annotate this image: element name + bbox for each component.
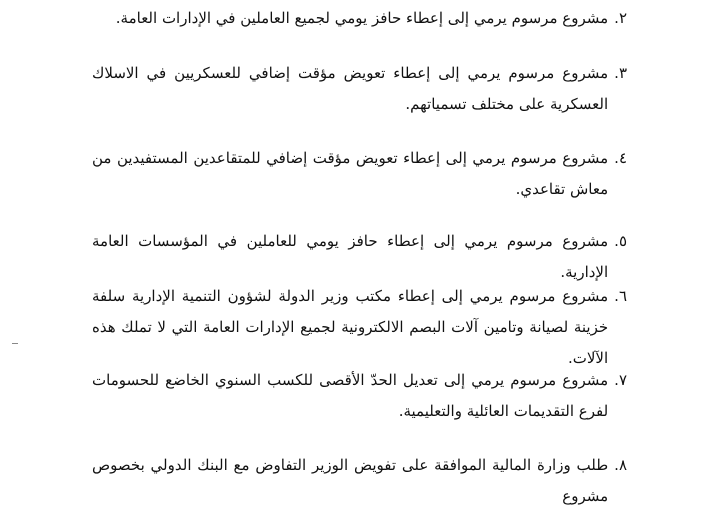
item-text: مشروع مرسوم يرمي إلى إعطاء حافز يومي للعاملين في المؤسسات العامة الإدارية. (92, 232, 609, 281)
list-item (92, 143, 627, 205)
item-number: ٢. (614, 9, 627, 27)
list-item (92, 365, 627, 427)
item-text: مشروع مرسوم يرمي إلى تعديل الحدّ الأقصى للكسب السنوي الخاضع للحسومات لفرع التقديمات العائلية والتعليمية. (92, 371, 609, 420)
item-number: ٥. (614, 232, 627, 250)
item-number: ٣. (614, 64, 627, 82)
list-item (92, 3, 627, 34)
item-text: مشروع مرسوم يرمي إلى إعطاء مكتب وزير الدولة لشؤون التنمية الإدارية سلفة خزينة لصيانة وتامين آلات البصم الالكترونية لجميع الإدارات العامة التي لا تملك هذه الآلات. (92, 287, 609, 367)
margin-tick-mark (12, 343, 18, 344)
item-text: طلب وزارة المالية الموافقة على تفويض الوزير التفاوض مع البنك الدولي بخصوص مشروع (92, 456, 609, 505)
item-text: مشروع مرسوم يرمي إلى إعطاء حافز يومي لجميع العاملين في الإدارات العامة. (115, 9, 609, 27)
item-number: ٧. (614, 371, 627, 389)
list-item (92, 226, 627, 288)
item-number: ٤. (614, 149, 627, 167)
item-text: مشروع مرسوم يرمي إلى إعطاء تعويض مؤقت إضافي للمتقاعدين المستفيدين من معاش تقاعدي. (92, 149, 609, 198)
item-number: ٨. (614, 456, 627, 474)
item-text: مشروع مرسوم يرمي إلى إعطاء تعويض مؤقت إضافي للعسكريين في الاسلاك العسكرية على مختلف تسمياتهم. (92, 64, 609, 113)
list-item (92, 58, 627, 120)
list-item (92, 450, 627, 512)
item-number: ٦. (614, 287, 627, 305)
list-item (92, 281, 627, 374)
